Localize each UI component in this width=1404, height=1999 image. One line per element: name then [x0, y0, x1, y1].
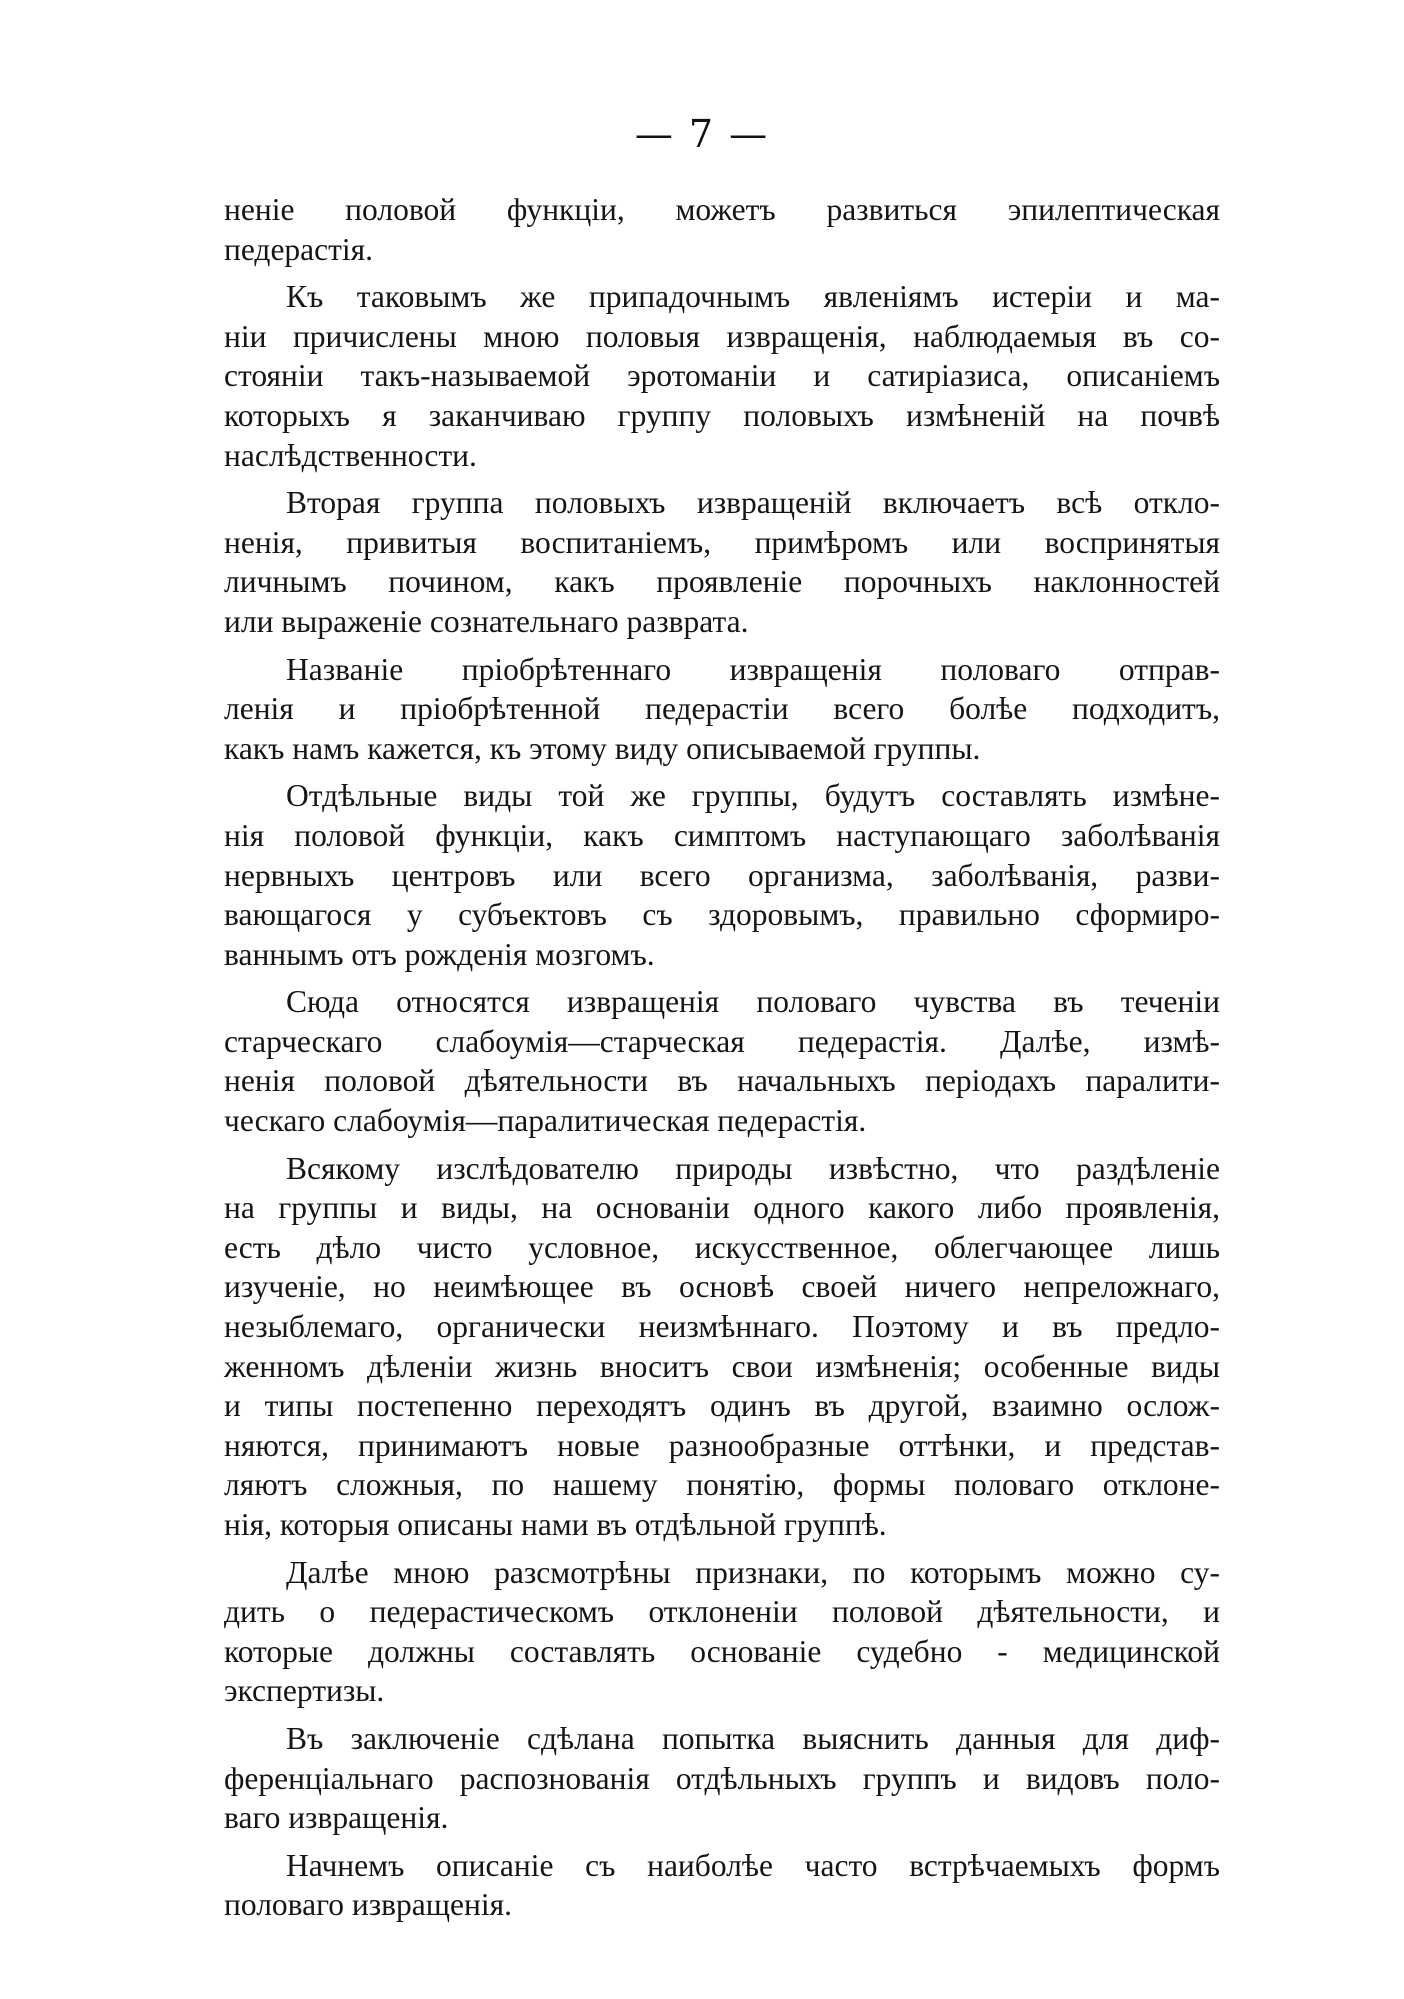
paragraph-gap — [224, 475, 1220, 483]
paragraph — [224, 982, 1220, 1140]
text-line: наслѣдственности. — [224, 437, 477, 473]
text-line: нія половой функціи, какъ симптомъ наступающаго заболѣванія — [224, 817, 1220, 853]
paragraph-gap — [224, 768, 1220, 776]
text-line: ляютъ сложныя, по нашему понятію, формы половаго отклоне- — [224, 1467, 1220, 1503]
paragraph — [224, 483, 1220, 641]
text-line: Вторая группа половыхъ извращеній включаетъ всѣ откло- — [286, 485, 1220, 521]
text-line: половаго извращенія. — [224, 1887, 512, 1923]
text-line: личнымъ почином, какъ проявленіе порочныхъ наклонностей — [224, 564, 1220, 600]
text-line: ленія и пріобрѣтенной педерастіи всего болѣе подходитъ, — [224, 691, 1220, 727]
paragraph — [224, 1553, 1220, 1711]
text-line: Отдѣльные виды той же группы, будутъ составлять измѣне- — [286, 778, 1220, 814]
text-line: ваго извращенія. — [224, 1800, 449, 1836]
paragraph — [224, 776, 1220, 974]
text-line: старческаго слабоумія—старческая педерастія. Далѣе, измѣ- — [224, 1023, 1220, 1059]
text-line: или выраженіе сознательнаго разврата. — [224, 603, 749, 639]
paragraph — [224, 190, 1220, 269]
paragraph — [224, 1846, 1220, 1925]
text-line: какъ намъ кажется, къ этому виду описываемой группы. — [224, 730, 981, 766]
text-line: ваннымъ отъ рожденія мозгомъ. — [224, 936, 655, 972]
text-line: Всякому изслѣдователю природы извѣстно, что раздѣленіе — [286, 1150, 1220, 1186]
paragraph-gap — [224, 1545, 1220, 1553]
text-line: ненія половой дѣятельности въ начальныхъ періодахъ паралити- — [224, 1063, 1220, 1099]
text-line: ческаго слабоумія—паралитическая педерастія. — [224, 1103, 867, 1139]
paragraph-gap — [224, 974, 1220, 982]
text-line: дить о педерастическомъ отклоненіи половой дѣятельности, и — [224, 1594, 1220, 1630]
page-number: — 7 — — [634, 112, 770, 156]
paragraph-gap — [224, 642, 1220, 650]
text-line: няются, принимаютъ новые разнообразные оттѣнки, и представ- — [224, 1427, 1220, 1463]
text-line: Къ таковымъ же припадочнымъ явленіямъ истеріи и ма- — [286, 279, 1220, 315]
paragraph — [224, 277, 1220, 475]
body-text — [224, 190, 1220, 1925]
text-line: педерастія. — [224, 231, 374, 267]
paragraph — [224, 650, 1220, 769]
paragraph-gap — [224, 1141, 1220, 1149]
text-line: Въ заключеніе сдѣлана попытка выяснить данныя для диф- — [286, 1720, 1220, 1756]
text-line: Начнемъ описаніе съ наиболѣе часто встрѣчаемыхъ формъ — [286, 1847, 1220, 1883]
text-line: Далѣе мною разсмотрѣны признаки, по которымъ можно су- — [286, 1554, 1220, 1590]
text-line: которыхъ я заканчиваю группу половыхъ измѣненій на почвѣ — [224, 397, 1220, 433]
text-line: вающагося у субъектовъ съ здоровымъ, правильно сформиро- — [224, 897, 1220, 933]
text-line: неніе половой функціи, можетъ развиться эпилептическая — [224, 192, 1220, 227]
text-line: изученіе, но неимѣющее въ основѣ своей ничего непреложнаго, — [224, 1269, 1220, 1305]
text-line: и типы постепенно переходятъ одинъ въ другой, взаимно ослож- — [224, 1388, 1220, 1424]
text-line: ференціальнаго распознованія отдѣльныхъ группъ и видовъ поло- — [224, 1760, 1220, 1796]
text-line: Сюда относятся извращенія половаго чувства въ теченіи — [286, 984, 1220, 1020]
text-line: стояніи такъ-называемой эротоманіи и сатиріазиса, описаніемъ — [224, 358, 1220, 394]
text-line: на группы и виды, на основаніи одного какого либо проявленія, — [224, 1190, 1220, 1226]
text-line: нія, которыя описаны нами въ отдѣльной группѣ. — [224, 1507, 887, 1542]
text-line: ніи причислены мною половыя извращенія, наблюдаемыя въ со- — [224, 318, 1220, 354]
paragraph-gap — [224, 1838, 1220, 1846]
text-line: которые должны составлять основаніе судебно - медицинской — [224, 1633, 1220, 1669]
text-line: есть дѣло чисто условное, искусственное, облегчающее лишь — [224, 1229, 1220, 1265]
text-line: ненія, привитыя воспитаніемъ, примѣромъ или воспринятыя — [224, 524, 1220, 560]
text-line: нервныхъ центровъ или всего организма, заболѣванія, разви- — [224, 857, 1220, 893]
paragraph — [224, 1719, 1220, 1838]
paragraph — [224, 1149, 1220, 1545]
text-line: незыблемаго, органически неизмѣннаго. Поэтому и въ предло- — [224, 1309, 1220, 1345]
text-line: экспертизы. — [224, 1673, 385, 1709]
paragraph-gap — [224, 269, 1220, 277]
text-line: женномъ дѣленіи жизнь вноситъ свои измѣненія; особенные виды — [224, 1348, 1220, 1384]
text-line: Названіе пріобрѣтеннаго извращенія половаго отправ- — [286, 651, 1220, 687]
paragraph-gap — [224, 1711, 1220, 1719]
